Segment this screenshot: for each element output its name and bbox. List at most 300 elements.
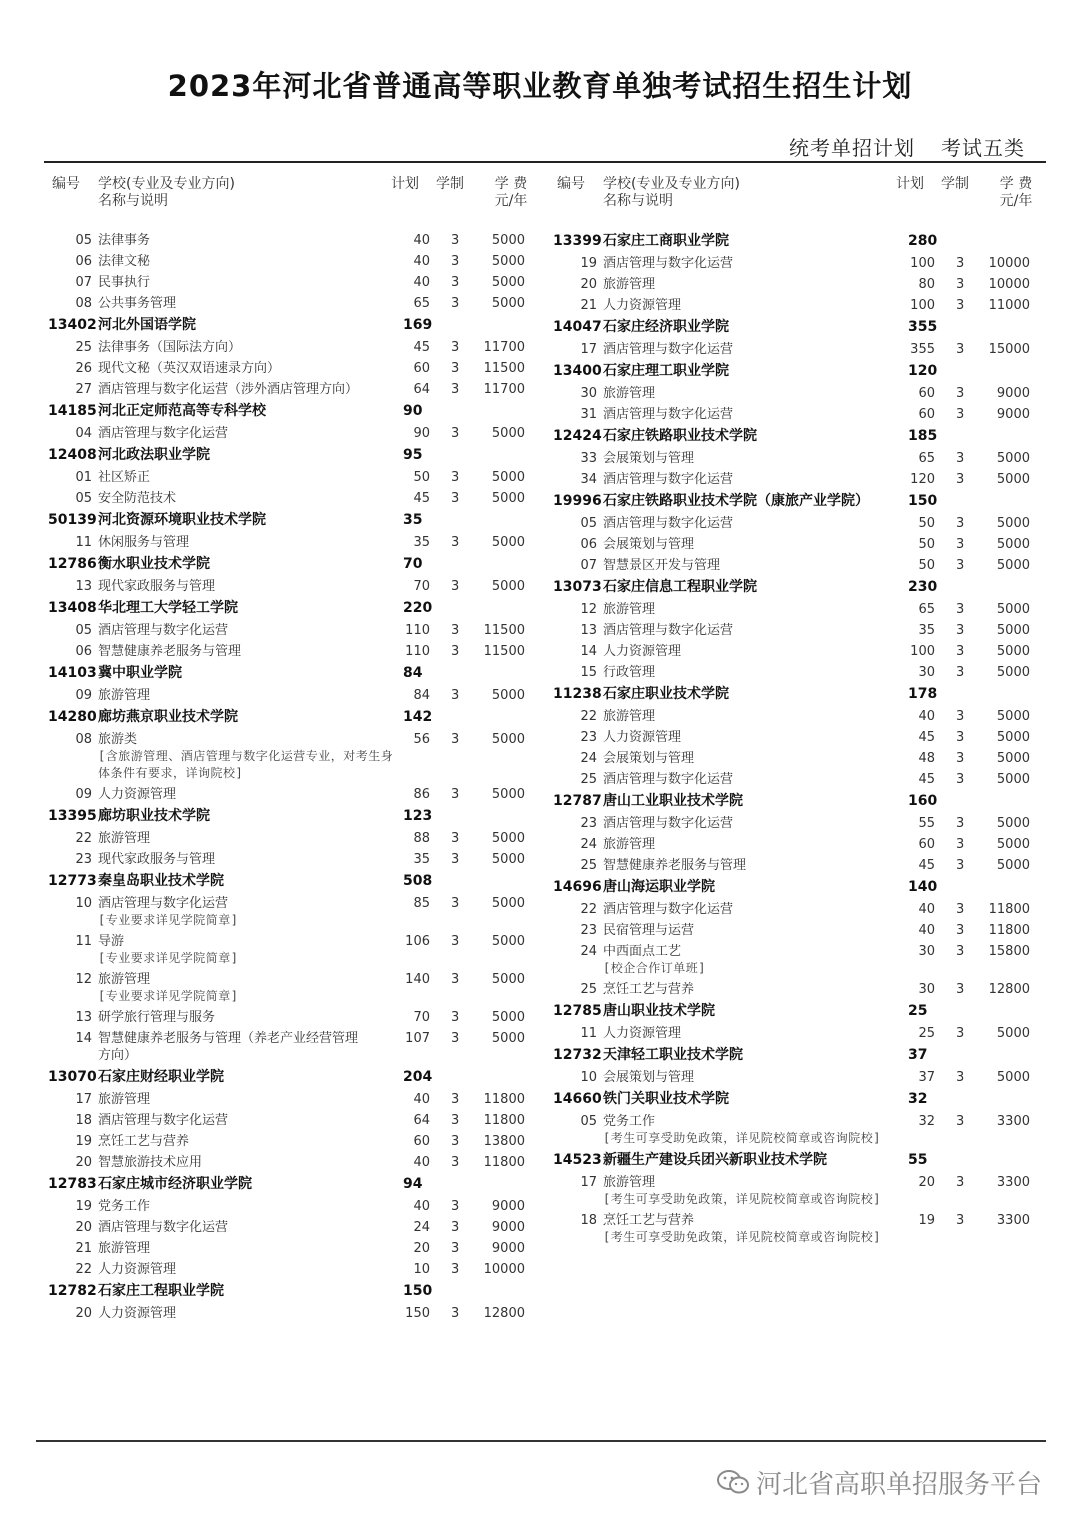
major-code: 23 bbox=[580, 816, 597, 831]
plan-count: 88 bbox=[413, 831, 430, 846]
header-name: 学校(专业及专业方向) 名称与说明 bbox=[603, 176, 740, 209]
major-code: 17 bbox=[580, 342, 597, 357]
major-row bbox=[48, 1303, 533, 1324]
major-code: 14 bbox=[75, 1031, 92, 1046]
school-row bbox=[48, 553, 533, 576]
study-years: 3 bbox=[451, 972, 460, 987]
study-years: 3 bbox=[451, 491, 460, 506]
major-code: 34 bbox=[580, 472, 597, 487]
school-row bbox=[553, 1044, 1038, 1067]
study-years: 3 bbox=[451, 1113, 460, 1128]
school-name: 石家庄工程职业学院 bbox=[98, 1283, 224, 1299]
study-years: 3 bbox=[956, 386, 965, 401]
school-name: 石家庄城市经济职业学院 bbox=[98, 1176, 252, 1192]
plan-count: 204 bbox=[403, 1069, 433, 1085]
tuition-fee: 11700 bbox=[483, 382, 525, 397]
major-name: 酒店管理与数字化运营 bbox=[98, 426, 229, 441]
study-years: 3 bbox=[956, 709, 965, 724]
tuition-fee: 5000 bbox=[491, 491, 525, 506]
plan-count: 30 bbox=[918, 665, 935, 680]
header-code: 编号 bbox=[52, 176, 80, 192]
major-row bbox=[553, 1172, 1038, 1210]
plan-count: 185 bbox=[908, 428, 938, 444]
major-row bbox=[48, 379, 533, 400]
left-rows bbox=[48, 230, 533, 1324]
school-name: 新疆生产建设兵团兴新职业技术学院 bbox=[603, 1152, 827, 1168]
major-row bbox=[48, 1131, 533, 1152]
school-row bbox=[553, 425, 1038, 448]
plan-count: 20 bbox=[413, 1241, 430, 1256]
school-code: 12773 bbox=[48, 873, 97, 889]
plan-count: 40 bbox=[413, 233, 430, 248]
tuition-fee: 11000 bbox=[988, 298, 1030, 313]
major-name: 党务工作 bbox=[603, 1114, 656, 1129]
major-name: 现代文秘（英汉双语速录方向） bbox=[98, 361, 281, 376]
tuition-fee: 5000 bbox=[996, 623, 1030, 638]
plan-count: 160 bbox=[908, 793, 938, 809]
major-name: 旅游管理 bbox=[603, 709, 656, 724]
tuition-fee: 5000 bbox=[491, 1010, 525, 1025]
wechat-icon bbox=[716, 1469, 750, 1502]
tuition-fee: 11800 bbox=[483, 1092, 525, 1107]
major-row bbox=[553, 534, 1038, 555]
major-row bbox=[553, 274, 1038, 295]
major-code: 05 bbox=[580, 516, 597, 531]
study-years: 3 bbox=[956, 516, 965, 531]
school-code: 12783 bbox=[48, 1176, 97, 1192]
plan-count: 84 bbox=[403, 665, 423, 681]
school-name: 石家庄职业技术学院 bbox=[603, 686, 729, 702]
major-note: [专业要求详见学院简章] bbox=[98, 913, 239, 927]
tuition-fee: 11500 bbox=[483, 623, 525, 638]
major-code: 27 bbox=[75, 382, 92, 397]
tuition-fee: 11800 bbox=[988, 902, 1030, 917]
tuition-fee: 12800 bbox=[988, 982, 1030, 997]
left-column bbox=[48, 166, 533, 1324]
major-name: 人力资源管理 bbox=[603, 1026, 682, 1041]
major-name: 酒店管理与数字化运营 bbox=[98, 1220, 229, 1235]
study-years: 3 bbox=[956, 472, 965, 487]
major-name: 旅游管理 bbox=[98, 1092, 151, 1107]
major-code: 09 bbox=[75, 688, 92, 703]
tuition-fee: 5000 bbox=[491, 1031, 525, 1046]
tuition-fee: 5000 bbox=[996, 837, 1030, 852]
plan-count: 50 bbox=[918, 558, 935, 573]
school-code: 14185 bbox=[48, 403, 97, 419]
major-name: 酒店管理与数字化运营 bbox=[603, 623, 734, 638]
study-years: 3 bbox=[451, 1031, 460, 1046]
study-years: 3 bbox=[451, 254, 460, 269]
major-row bbox=[553, 769, 1038, 790]
major-name: 社区矫正 bbox=[98, 470, 151, 485]
school-row bbox=[553, 490, 1038, 513]
major-row bbox=[48, 1028, 533, 1066]
plan-count: 65 bbox=[413, 296, 430, 311]
tuition-fee: 5000 bbox=[491, 579, 525, 594]
school-name: 衡水职业技术学院 bbox=[98, 556, 210, 572]
major-note: [校企合作订单班] bbox=[603, 961, 706, 975]
tuition-fee: 15800 bbox=[988, 944, 1030, 959]
major-code: 07 bbox=[75, 275, 92, 290]
tuition-fee: 12800 bbox=[483, 1306, 525, 1321]
school-row bbox=[553, 790, 1038, 813]
plan-count: 40 bbox=[413, 1199, 430, 1214]
major-code: 20 bbox=[75, 1220, 92, 1235]
tuition-fee: 10000 bbox=[483, 1262, 525, 1277]
major-code: 12 bbox=[580, 602, 597, 617]
school-code: 12785 bbox=[553, 1003, 602, 1019]
study-years: 3 bbox=[956, 298, 965, 313]
major-row bbox=[48, 784, 533, 805]
tuition-fee: 5000 bbox=[996, 1070, 1030, 1085]
major-row bbox=[48, 230, 533, 251]
tuition-fee: 5000 bbox=[491, 831, 525, 846]
study-years: 3 bbox=[451, 852, 460, 867]
major-note: [考生可享受助免政策，详见院校简章或咨询院校] bbox=[603, 1131, 881, 1145]
tuition-fee: 5000 bbox=[996, 665, 1030, 680]
tuition-fee: 11800 bbox=[988, 923, 1030, 938]
study-years: 3 bbox=[451, 623, 460, 638]
major-row bbox=[553, 941, 1038, 979]
study-years: 3 bbox=[451, 787, 460, 802]
header-plan: 计划 bbox=[391, 176, 419, 192]
major-name: 人力资源管理 bbox=[98, 787, 177, 802]
major-name: 酒店管理与数字化运营（涉外酒店管理方向） bbox=[98, 382, 359, 397]
tuition-fee: 5000 bbox=[996, 516, 1030, 531]
plan-count: 37 bbox=[908, 1047, 928, 1063]
school-name: 石家庄理工职业学院 bbox=[603, 363, 729, 379]
major-code: 30 bbox=[580, 386, 597, 401]
major-row bbox=[48, 251, 533, 272]
plan-count: 110 bbox=[405, 644, 430, 659]
school-row bbox=[553, 876, 1038, 899]
school-code: 12408 bbox=[48, 447, 97, 463]
school-name: 河北正定师范高等专科学校 bbox=[98, 403, 266, 419]
major-row bbox=[48, 893, 533, 931]
major-row bbox=[553, 641, 1038, 662]
school-name: 华北理工大学轻工学院 bbox=[98, 600, 238, 616]
study-years: 3 bbox=[956, 451, 965, 466]
school-name: 石家庄财经职业学院 bbox=[98, 1069, 224, 1085]
school-row bbox=[553, 1149, 1038, 1172]
major-note: [含旅游管理、酒店管理与数字化运营专业，对考生身体条件有要求，详询院校] bbox=[98, 749, 394, 780]
plan-count: 45 bbox=[413, 491, 430, 506]
plan-count: 35 bbox=[918, 623, 935, 638]
plan-count: 50 bbox=[413, 470, 430, 485]
major-name: 旅游管理 bbox=[98, 1241, 151, 1256]
major-row bbox=[553, 555, 1038, 576]
major-code: 22 bbox=[75, 831, 92, 846]
study-years: 3 bbox=[956, 772, 965, 787]
major-row bbox=[48, 1259, 533, 1280]
tuition-fee: 9000 bbox=[996, 386, 1030, 401]
school-code: 14523 bbox=[553, 1152, 602, 1168]
study-years: 3 bbox=[956, 256, 965, 271]
plan-count: 508 bbox=[403, 873, 433, 889]
school-name: 河北外国语学院 bbox=[98, 317, 196, 333]
major-code: 07 bbox=[580, 558, 597, 573]
study-years: 3 bbox=[956, 1114, 965, 1129]
plan-count: 280 bbox=[908, 233, 938, 249]
plan-count: 32 bbox=[908, 1091, 928, 1107]
major-name: 休闲服务与管理 bbox=[98, 535, 190, 550]
plan-count: 90 bbox=[403, 403, 423, 419]
plan-count: 45 bbox=[918, 772, 935, 787]
study-years: 3 bbox=[451, 579, 460, 594]
school-row bbox=[48, 444, 533, 467]
plan-count: 169 bbox=[403, 317, 433, 333]
major-name: 旅游管理 bbox=[603, 386, 656, 401]
plan-count: 40 bbox=[413, 275, 430, 290]
major-row bbox=[553, 1210, 1038, 1248]
plan-count: 70 bbox=[413, 1010, 430, 1025]
tuition-fee: 5000 bbox=[996, 558, 1030, 573]
plan-count: 100 bbox=[910, 298, 935, 313]
major-name: 酒店管理与数字化运营 bbox=[603, 342, 734, 357]
school-name: 天津轻工职业技术学院 bbox=[603, 1047, 743, 1063]
major-note: [专业要求详见学院简章] bbox=[98, 989, 239, 1003]
major-name: 酒店管理与数字化运营 bbox=[603, 256, 734, 271]
school-code: 50139 bbox=[48, 512, 97, 528]
major-name: 现代家政服务与管理 bbox=[98, 579, 216, 594]
study-years: 3 bbox=[956, 944, 965, 959]
study-years: 3 bbox=[956, 602, 965, 617]
school-code: 14696 bbox=[553, 879, 602, 895]
plan-count: 65 bbox=[918, 602, 935, 617]
tuition-fee: 15000 bbox=[988, 342, 1030, 357]
study-years: 3 bbox=[451, 233, 460, 248]
study-years: 3 bbox=[956, 1175, 965, 1190]
major-row bbox=[553, 979, 1038, 1000]
major-name: 旅游管理 bbox=[603, 1175, 656, 1190]
plan-count: 84 bbox=[413, 688, 430, 703]
major-name: 烹饪工艺与营养 bbox=[603, 1213, 695, 1228]
tuition-fee: 5000 bbox=[491, 972, 525, 987]
study-years: 3 bbox=[451, 275, 460, 290]
study-years: 3 bbox=[451, 644, 460, 659]
school-name: 廊坊燕京职业技术学院 bbox=[98, 709, 238, 725]
tuition-fee: 9000 bbox=[491, 1220, 525, 1235]
plan-count: 19 bbox=[918, 1213, 935, 1228]
study-years: 3 bbox=[956, 665, 965, 680]
major-name: 旅游管理 bbox=[98, 688, 151, 703]
school-name: 河北资源环境职业技术学院 bbox=[98, 512, 266, 528]
school-code: 12782 bbox=[48, 1283, 97, 1299]
plan-count: 40 bbox=[918, 709, 935, 724]
major-code: 22 bbox=[580, 709, 597, 724]
exam-category-label: 考试五类 bbox=[941, 136, 1025, 160]
tuition-fee: 11800 bbox=[483, 1155, 525, 1170]
school-row bbox=[48, 805, 533, 828]
tuition-fee: 5000 bbox=[491, 233, 525, 248]
plan-count: 60 bbox=[918, 407, 935, 422]
major-name: 会展策划与管理 bbox=[603, 751, 695, 766]
school-code: 13395 bbox=[48, 808, 97, 824]
major-name: 旅游管理 bbox=[98, 972, 151, 987]
school-code: 13073 bbox=[553, 579, 602, 595]
plan-count: 50 bbox=[918, 516, 935, 531]
plan-count: 10 bbox=[413, 1262, 430, 1277]
major-row bbox=[553, 748, 1038, 769]
plan-count: 150 bbox=[908, 493, 938, 509]
tuition-fee: 5000 bbox=[996, 772, 1030, 787]
major-row bbox=[553, 469, 1038, 490]
plan-count: 40 bbox=[413, 1092, 430, 1107]
column-header bbox=[48, 166, 533, 230]
major-code: 11 bbox=[75, 535, 92, 550]
plan-count: 30 bbox=[918, 982, 935, 997]
study-years: 3 bbox=[956, 1070, 965, 1085]
school-code: 12424 bbox=[553, 428, 602, 444]
major-code: 18 bbox=[75, 1113, 92, 1128]
school-code: 14047 bbox=[553, 319, 602, 335]
study-years: 3 bbox=[956, 751, 965, 766]
major-row bbox=[48, 467, 533, 488]
major-code: 20 bbox=[75, 1306, 92, 1321]
school-name: 秦皇岛职业技术学院 bbox=[98, 873, 224, 889]
tuition-fee: 5000 bbox=[491, 934, 525, 949]
study-years: 3 bbox=[451, 1241, 460, 1256]
plan-count: 100 bbox=[910, 256, 935, 271]
major-row bbox=[553, 834, 1038, 855]
tuition-fee: 5000 bbox=[996, 730, 1030, 745]
school-code: 12732 bbox=[553, 1047, 602, 1063]
plan-count: 56 bbox=[413, 732, 430, 747]
major-name: 酒店管理与数字化运营 bbox=[603, 902, 734, 917]
major-name: 智慧旅游技术应用 bbox=[98, 1155, 203, 1170]
school-name: 石家庄经济职业学院 bbox=[603, 319, 729, 335]
major-code: 04 bbox=[75, 426, 92, 441]
plan-count: 20 bbox=[918, 1175, 935, 1190]
study-years: 3 bbox=[451, 340, 460, 355]
major-code: 19 bbox=[75, 1199, 92, 1214]
header-code: 编号 bbox=[557, 176, 585, 192]
major-code: 14 bbox=[580, 644, 597, 659]
major-code: 17 bbox=[580, 1175, 597, 1190]
major-row bbox=[48, 1007, 533, 1028]
major-code: 21 bbox=[75, 1241, 92, 1256]
study-years: 3 bbox=[956, 902, 965, 917]
study-years: 3 bbox=[956, 982, 965, 997]
major-name: 法律事务（国际法方向） bbox=[98, 340, 242, 355]
plan-count: 25 bbox=[918, 1026, 935, 1041]
plan-count: 178 bbox=[908, 686, 938, 702]
plan-count: 40 bbox=[413, 1155, 430, 1170]
tuition-fee: 5000 bbox=[996, 472, 1030, 487]
plan-count: 150 bbox=[403, 1283, 433, 1299]
right-rows bbox=[553, 230, 1038, 1248]
major-name: 酒店管理与数字化运营 bbox=[98, 896, 229, 911]
major-row bbox=[48, 828, 533, 849]
major-code: 08 bbox=[75, 296, 92, 311]
tuition-fee: 5000 bbox=[491, 535, 525, 550]
plan-count: 142 bbox=[403, 709, 433, 725]
school-row bbox=[48, 662, 533, 685]
study-years: 3 bbox=[451, 382, 460, 397]
major-row bbox=[48, 641, 533, 662]
school-code: 11238 bbox=[553, 686, 602, 702]
major-name: 酒店管理与数字化运营 bbox=[98, 1113, 229, 1128]
major-code: 05 bbox=[75, 491, 92, 506]
study-years: 3 bbox=[451, 1262, 460, 1277]
tuition-fee: 5000 bbox=[491, 426, 525, 441]
school-code: 12786 bbox=[48, 556, 97, 572]
study-years: 3 bbox=[451, 1155, 460, 1170]
major-name: 旅游类 bbox=[98, 732, 138, 747]
major-note: [考生可享受助免政策，详见院校简章或咨询院校] bbox=[603, 1230, 881, 1244]
major-row bbox=[553, 295, 1038, 316]
school-name: 冀中职业学院 bbox=[98, 665, 182, 681]
major-code: 25 bbox=[580, 772, 597, 787]
school-row bbox=[48, 400, 533, 423]
major-row bbox=[48, 1089, 533, 1110]
school-code: 14103 bbox=[48, 665, 97, 681]
major-code: 31 bbox=[580, 407, 597, 422]
major-code: 19 bbox=[75, 1134, 92, 1149]
major-name: 法律文秘 bbox=[98, 254, 151, 269]
major-row bbox=[48, 272, 533, 293]
major-row bbox=[553, 1023, 1038, 1044]
tuition-fee: 5000 bbox=[491, 896, 525, 911]
major-code: 22 bbox=[580, 902, 597, 917]
major-code: 19 bbox=[580, 256, 597, 271]
major-code: 13 bbox=[580, 623, 597, 638]
plan-count: 35 bbox=[413, 852, 430, 867]
school-name: 石家庄铁路职业技术学院 bbox=[603, 428, 757, 444]
major-code: 23 bbox=[580, 923, 597, 938]
school-row bbox=[48, 1173, 533, 1196]
school-code: 14280 bbox=[48, 709, 97, 725]
major-row bbox=[553, 599, 1038, 620]
school-row bbox=[553, 683, 1038, 706]
tuition-fee: 5000 bbox=[491, 275, 525, 290]
top-rule bbox=[44, 161, 1046, 163]
plan-count: 64 bbox=[413, 382, 430, 397]
plan-count: 230 bbox=[908, 579, 938, 595]
major-code: 10 bbox=[75, 896, 92, 911]
school-row bbox=[553, 1000, 1038, 1023]
major-code: 06 bbox=[75, 644, 92, 659]
study-years: 3 bbox=[451, 934, 460, 949]
major-row bbox=[553, 404, 1038, 425]
major-name: 酒店管理与数字化运营 bbox=[603, 472, 734, 487]
plan-count: 30 bbox=[918, 944, 935, 959]
major-row bbox=[553, 813, 1038, 834]
major-name: 酒店管理与数字化运营 bbox=[603, 816, 734, 831]
watermark bbox=[716, 1464, 1042, 1502]
major-name: 民宿管理与运营 bbox=[603, 923, 695, 938]
tuition-fee: 5000 bbox=[996, 816, 1030, 831]
plan-count: 140 bbox=[405, 972, 430, 987]
major-note: [考生可享受助免政策，详见院校简章或咨询院校] bbox=[603, 1192, 881, 1206]
school-code: 14660 bbox=[553, 1091, 602, 1107]
study-years: 3 bbox=[956, 1026, 965, 1041]
major-name: 酒店管理与数字化运营 bbox=[603, 407, 734, 422]
major-code: 23 bbox=[580, 730, 597, 745]
major-row bbox=[553, 855, 1038, 876]
major-row bbox=[553, 1067, 1038, 1088]
tuition-fee: 5000 bbox=[491, 688, 525, 703]
major-row bbox=[48, 423, 533, 444]
tuition-fee: 11500 bbox=[483, 644, 525, 659]
major-row bbox=[553, 253, 1038, 274]
plan-count: 100 bbox=[910, 644, 935, 659]
major-name: 民事执行 bbox=[98, 275, 151, 290]
major-row bbox=[48, 931, 533, 969]
plan-count: 65 bbox=[918, 451, 935, 466]
plan-count: 35 bbox=[413, 535, 430, 550]
school-code: 12787 bbox=[553, 793, 602, 809]
